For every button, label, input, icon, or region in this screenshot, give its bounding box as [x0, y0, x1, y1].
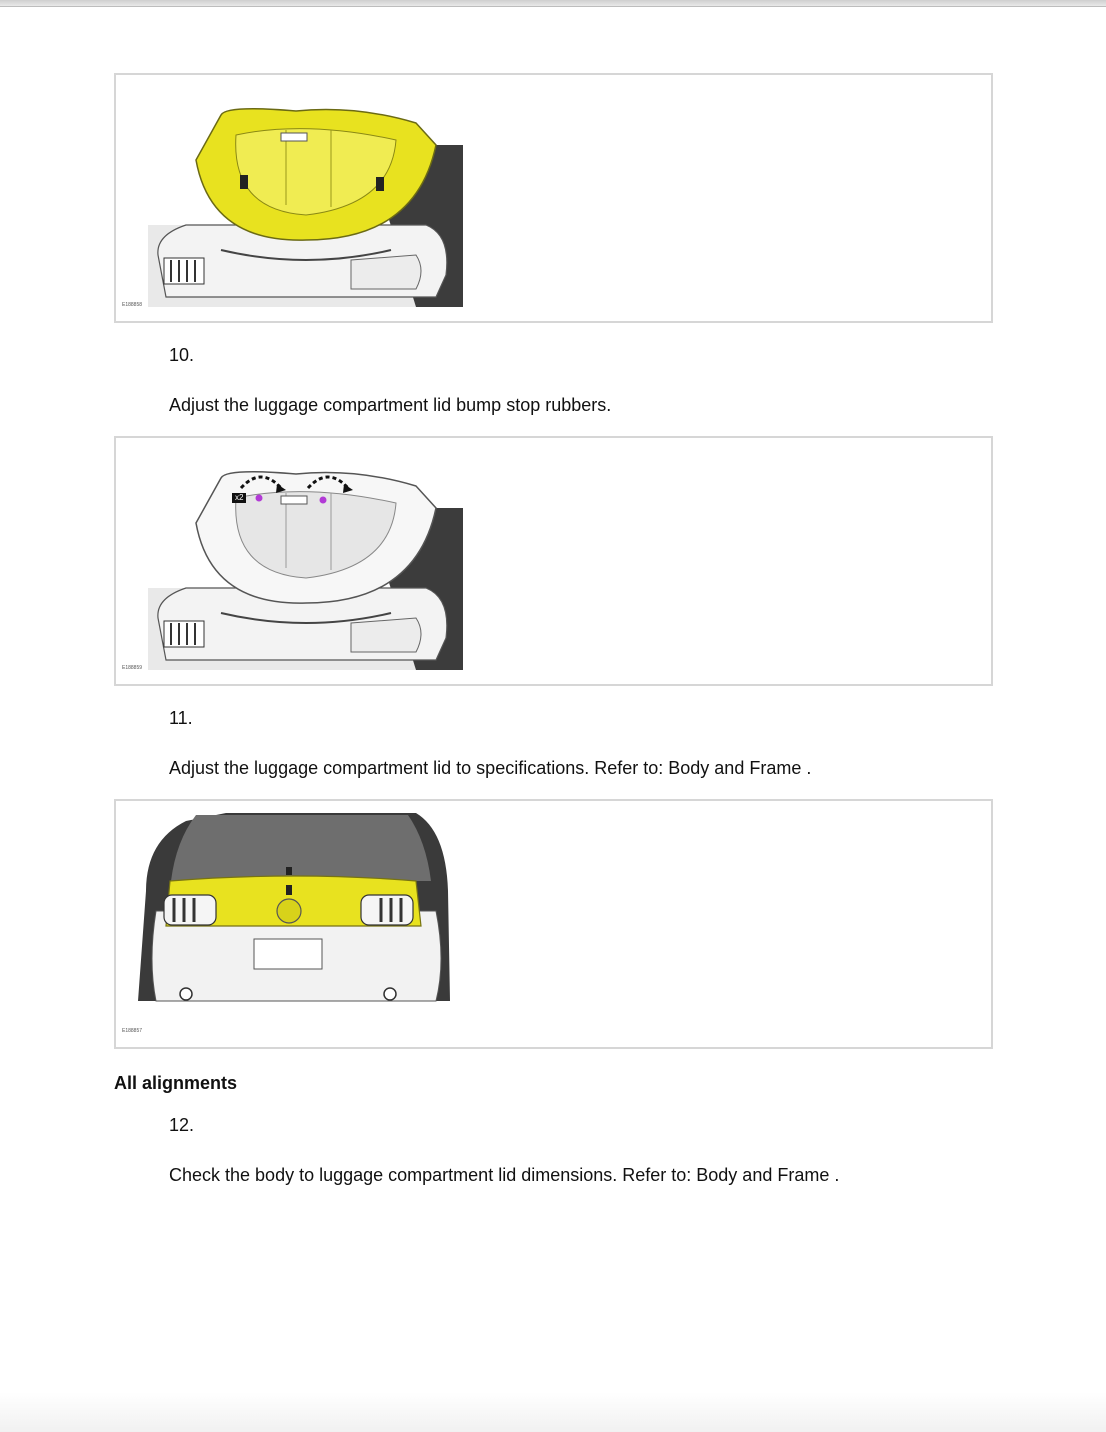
step-11-text: Adjust the luggage compartment lid to specifications. Refer to: Body and Frame .	[169, 758, 812, 778]
viewer-bottom-fade	[0, 1392, 1106, 1432]
step-12-number: 12.	[169, 1115, 195, 1135]
rear-emblem	[277, 899, 301, 923]
right-tail-lamp	[361, 895, 413, 925]
left-exhaust-tip	[180, 988, 192, 1000]
right-exhaust-tip	[384, 988, 396, 1000]
step-11-number: 11.	[169, 708, 193, 728]
left-bump-stop	[240, 175, 248, 189]
up-arrow-marker-bottom	[286, 885, 292, 895]
up-arrow-marker-top	[286, 867, 292, 875]
step-12-text: Check the body to luggage compartment lid dimensions. Refer to: Body and Frame .	[169, 1165, 840, 1185]
figure-2-illustration	[116, 438, 995, 688]
figure-3-rear-view-lid-highlighted	[114, 799, 993, 1049]
step-10-text: Adjust the luggage compartment lid bump stop rubbers.	[169, 395, 612, 415]
figure-2-id: E188859	[122, 665, 143, 671]
viewer-top-bar	[0, 0, 1106, 7]
left-tail-lamp	[164, 895, 216, 925]
step-10-number: 10.	[169, 345, 195, 365]
figure-1-lid-open-highlighted	[114, 73, 993, 323]
right-tail-lamp	[351, 255, 421, 289]
right-tail-lamp	[351, 618, 421, 652]
figure-3-id: E188857	[122, 1028, 143, 1034]
lid-latch-bracket	[281, 133, 307, 141]
figure-1-id: E188858	[122, 302, 143, 308]
rear-window-shape	[171, 815, 431, 881]
section-heading-all-alignments: All alignments	[114, 1073, 238, 1093]
figure-3-illustration	[116, 801, 995, 1051]
lid-latch-bracket	[281, 496, 307, 504]
license-plate-area	[254, 939, 322, 969]
figure-2-bump-stop-adjust	[114, 436, 993, 686]
left-bump-stop-marker	[256, 495, 263, 502]
right-bump-stop	[376, 177, 384, 191]
x2-callout-badge: x2	[232, 493, 246, 503]
right-bump-stop-marker	[320, 497, 327, 504]
figure-1-illustration	[116, 75, 995, 325]
